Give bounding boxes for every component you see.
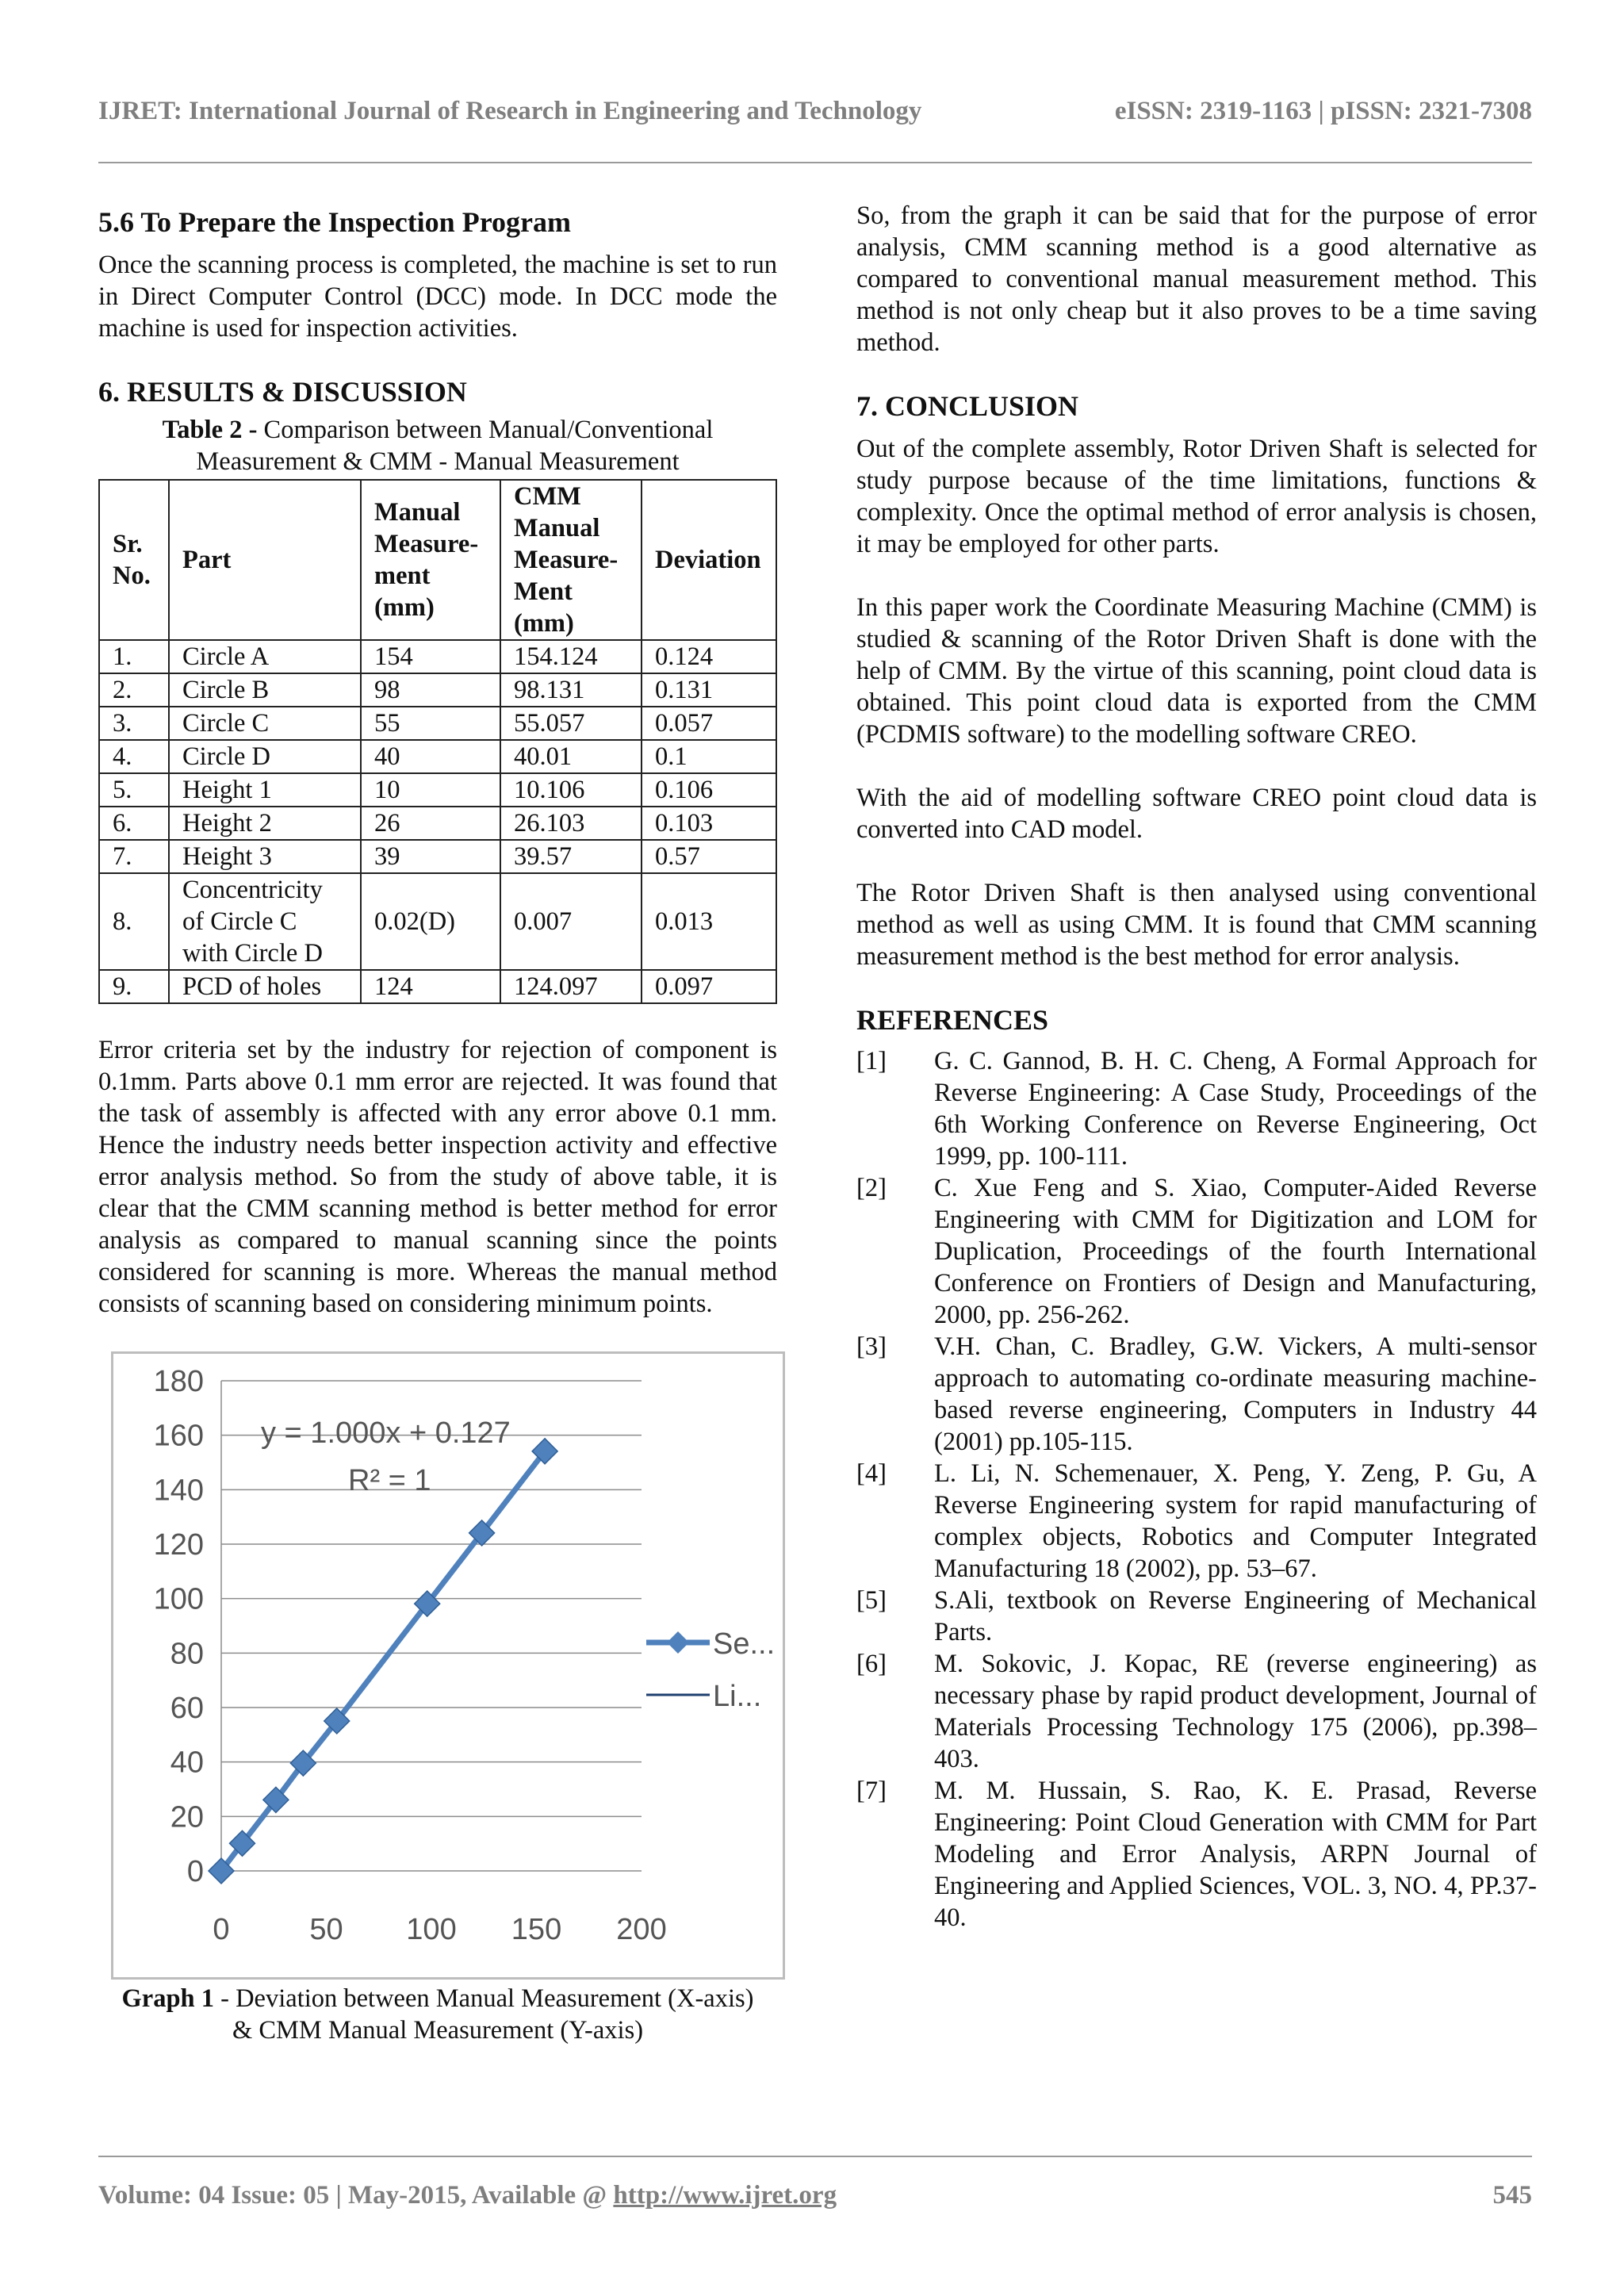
table-cell: 124.097 [500, 970, 642, 1003]
reference-number: [6] [856, 1650, 887, 1678]
header-cell: Manual Measure- ment (mm) [361, 480, 500, 640]
table-cell: Circle C [169, 707, 361, 740]
table-row [99, 873, 776, 970]
table-caption-label: Table 2 - [162, 416, 264, 444]
graph-1-svg [113, 1354, 783, 1977]
results-table [98, 479, 777, 1004]
graph-caption [98, 1983, 777, 2046]
graph-caption-line1: - Deviation between Manual Measurement (X-axis) [214, 1984, 754, 2013]
legend-series-marker [667, 1631, 689, 1654]
table-row [99, 807, 776, 840]
x-tick-label: 200 [616, 1913, 667, 1946]
section-6-title: 6. RESULTS & DISCUSSION [98, 376, 467, 408]
issn: eISSN: 2319-1163 | pISSN: 2321-7308 [1114, 97, 1532, 125]
table-cell: 26.103 [500, 807, 642, 840]
reference-item [856, 1585, 1537, 1648]
table-row [99, 840, 776, 873]
conclusion-para-4: The Rotor Driven Shaft is then analysed using conventional method as well as using CMM. It is found that CMM scanning measurement method is the best method for error analysis. [856, 879, 1537, 971]
x-tick-label: 50 [309, 1913, 343, 1946]
footer-rule [98, 2156, 1532, 2157]
results-body: Error criteria set by the industry for rejection of component is 0.1mm. Parts above 0.1 mm error are rejected. It was found that the task of assembly is affected with any error above 0.1 mm. Hence the industry needs better inspection activity and effective error analysis method. So from the study of above table, it is clear that the CMM scanning method is better method for error analysis as compared to manual scanning since the points considered for scanning is more. Whereas the manual method consists of scanning based on considering minimum points. [98, 1036, 777, 1318]
graph-1 [111, 1351, 785, 1980]
table-cell: 0.007 [500, 873, 642, 970]
reference-text: S.Ali, textbook on Reverse Engineering of Mechanical Parts. [934, 1586, 1537, 1646]
y-tick-label: 120 [153, 1528, 204, 1562]
table-cell: 0.097 [642, 970, 776, 1003]
table-caption-line1: Comparison between Manual/Conventional [263, 416, 714, 444]
footer-volume-text: Volume: 04 Issue: 05 | May-2015, Available @ [98, 2181, 614, 2210]
x-tick-label: 150 [511, 1913, 562, 1946]
header-cell: CMM Manual Measure- Ment (mm) [500, 480, 642, 640]
reference-item [856, 1458, 1537, 1585]
reference-number: [1] [856, 1047, 887, 1075]
journal-link[interactable]: http://www.ijret.org [613, 2181, 837, 2210]
trendline-equation: y = 1.000x + 0.127 [261, 1416, 511, 1450]
y-tick-label: 100 [153, 1582, 204, 1616]
reference-text: G. C. Gannod, B. H. C. Cheng, A Formal Approach for Reverse Engineering: A Case Study, Proceedings of the 6th Working Conference on Reverse Engineering, Oct 1999, pp. 100-111. [934, 1047, 1537, 1171]
reference-text: M. M. Hussain, S. Rao, K. E. Prasad, Reverse Engineering: Point Cloud Generation with CMM for Part Modeling and Error Analysis, ARPN Journal of Engineering and Applied Sciences, VOL. 3, NO. 4, PP.37-40. [934, 1777, 1537, 1932]
reference-item [856, 1172, 1537, 1331]
table-cell: PCD of holes [169, 970, 361, 1003]
reference-item [856, 1045, 1537, 1172]
table-cell: 4. [99, 740, 169, 773]
table-cell: Height 3 [169, 840, 361, 873]
table-cell: Height 1 [169, 773, 361, 807]
legend-line-label: Li... [713, 1680, 762, 1713]
page-footer [98, 2181, 1532, 2210]
table-cell: 6. [99, 807, 169, 840]
table-row [99, 740, 776, 773]
table-cell: 39 [361, 840, 500, 873]
conclusion-para-2: In this paper work the Coordinate Measuring Machine (CMM) is studied & scanning of the Rotor Driven Shaft is done with the help of CMM. By the virtue of this scanning, point cloud data is obtained. This point cloud data is exported from the CMM (PCDMIS software) to the modelling software CREO. [856, 593, 1537, 749]
y-tick-label: 180 [153, 1365, 204, 1398]
table-header-row [99, 480, 776, 640]
table-cell: 0.57 [642, 840, 776, 873]
table-cell: 40.01 [500, 740, 642, 773]
table-cell: 55 [361, 707, 500, 740]
table-cell: 0.057 [642, 707, 776, 740]
section-5-6-body: Once the scanning process is completed, the machine is set to run in Direct Computer Control (DCC) mode. In DCC mode the machine is used for inspection activities. [98, 251, 777, 343]
reference-text: L. Li, N. Schemenauer, X. Peng, Y. Zeng, P. Gu, A Reverse Engineering system for rapid manufacturing of complex objects, Robotics and Computer Integrated Manufacturing 18 (2002), pp. 53–67. [934, 1459, 1537, 1583]
table-cell: 26 [361, 807, 500, 840]
legend-series-label: Se... [713, 1627, 776, 1661]
table-cell: Height 2 [169, 807, 361, 840]
table-row [99, 707, 776, 740]
header-cell: Sr. No. [99, 480, 169, 640]
reference-number: [4] [856, 1459, 887, 1488]
y-tick-label: 140 [153, 1474, 204, 1508]
table-cell: 8. [99, 873, 169, 970]
y-tick-label: 60 [170, 1692, 204, 1725]
graph-discussion: So, from the graph it can be said that for the purpose of error analysis, CMM scanning method is a good alternative as compared to conventional manual measurement method. This method is not only cheap but it also proves to be a time saving method. [856, 201, 1537, 357]
table-cell: Concentricity of Circle C with Circle D [169, 873, 361, 970]
y-tick-label: 40 [170, 1746, 204, 1780]
table-cell: 7. [99, 840, 169, 873]
left-column [98, 200, 777, 2046]
table-cell: 40 [361, 740, 500, 773]
x-tick-label: 100 [406, 1913, 457, 1946]
reference-text: M. Sokovic, J. Kopac, RE (reverse engineering) as necessary phase by rapid product development, Journal of Materials Processing Technology 175 (2006), pp.398–403. [934, 1650, 1537, 1773]
y-tick-label: 80 [170, 1637, 204, 1671]
table-cell: 98 [361, 673, 500, 707]
table-cell: 2. [99, 673, 169, 707]
table-cell: 9. [99, 970, 169, 1003]
reference-number: [5] [856, 1586, 887, 1615]
table-cell: 1. [99, 640, 169, 673]
reference-item [856, 1775, 1537, 1934]
page-number: 545 [1492, 2181, 1532, 2210]
right-column [856, 200, 1537, 1934]
table-cell: 0.02(D) [361, 873, 500, 970]
table-caption [98, 414, 777, 477]
table-cell: 98.131 [500, 673, 642, 707]
conclusion-para-3: With the aid of modelling software CREO point cloud data is converted into CAD model. [856, 784, 1537, 844]
table-cell: 3. [99, 707, 169, 740]
reference-number: [3] [856, 1332, 887, 1361]
table-cell: 154.124 [500, 640, 642, 673]
references-title: REFERENCES [856, 1004, 1049, 1036]
table-cell: Circle A [169, 640, 361, 673]
table-cell: 0.106 [642, 773, 776, 807]
header-rule [98, 162, 1532, 163]
series-line [221, 1451, 545, 1871]
y-tick-label: 0 [186, 1855, 204, 1888]
table-cell: 10 [361, 773, 500, 807]
journal-title: IJRET: International Journal of Research in Engineering and Technology [98, 97, 922, 125]
reference-text: V.H. Chan, C. Bradley, G.W. Vickers, A multi-sensor approach to automating co-ordinate measuring machine-based reverse engineering, Computers in Industry 44 (2001) pp.105-115. [934, 1332, 1537, 1456]
x-tick-label: 0 [213, 1913, 230, 1946]
table-cell: 124 [361, 970, 500, 1003]
table-row [99, 673, 776, 707]
reference-item [856, 1331, 1537, 1458]
table-row [99, 970, 776, 1003]
reference-number: [7] [856, 1777, 887, 1805]
graph-caption-label: Graph 1 [121, 1984, 215, 2013]
table-caption-line2: Measurement & CMM - Manual Measurement [196, 447, 680, 476]
table-cell: 0.103 [642, 807, 776, 840]
table-cell: 0.1 [642, 740, 776, 773]
table-cell: 10.106 [500, 773, 642, 807]
table-cell: 39.57 [500, 840, 642, 873]
references-list [856, 1045, 1537, 1934]
reference-number: [2] [856, 1174, 887, 1202]
table-cell: 154 [361, 640, 500, 673]
reference-text: C. Xue Feng and S. Xiao, Computer-Aided Reverse Engineering with CMM for Digitization and LOM for Duplication, Proceedings of the fourth International Conference on Frontiers of Design and Manufacturing, 2000, pp. 256-262. [934, 1174, 1537, 1329]
r-squared-label: R² = 1 [348, 1464, 431, 1497]
table-cell: 55.057 [500, 707, 642, 740]
table-cell: Circle B [169, 673, 361, 707]
table-cell: 5. [99, 773, 169, 807]
y-tick-label: 20 [170, 1800, 204, 1834]
conclusion-title: 7. CONCLUSION [856, 390, 1079, 422]
footer-volume [98, 2181, 837, 2210]
section-5-6-title: 5.6 To Prepare the Inspection Program [98, 206, 571, 238]
table-cell: 0.131 [642, 673, 776, 707]
page-header [98, 97, 1532, 126]
graph-caption-line2: & CMM Manual Measurement (Y-axis) [232, 2016, 644, 2045]
y-tick-label: 160 [153, 1419, 204, 1453]
table-cell: Circle D [169, 740, 361, 773]
table-cell: 0.124 [642, 640, 776, 673]
reference-item [856, 1648, 1537, 1775]
table-row [99, 640, 776, 673]
table-row [99, 773, 776, 807]
header-cell: Part [169, 480, 361, 640]
conclusion-para-1: Out of the complete assembly, Rotor Driven Shaft is selected for study purpose because of the time limitations, functions & complexity. Once the optimal method of error analysis is chosen, it may be employed for other parts. [856, 435, 1537, 558]
header-cell: Deviation [642, 480, 776, 640]
table-cell: 0.013 [642, 873, 776, 970]
